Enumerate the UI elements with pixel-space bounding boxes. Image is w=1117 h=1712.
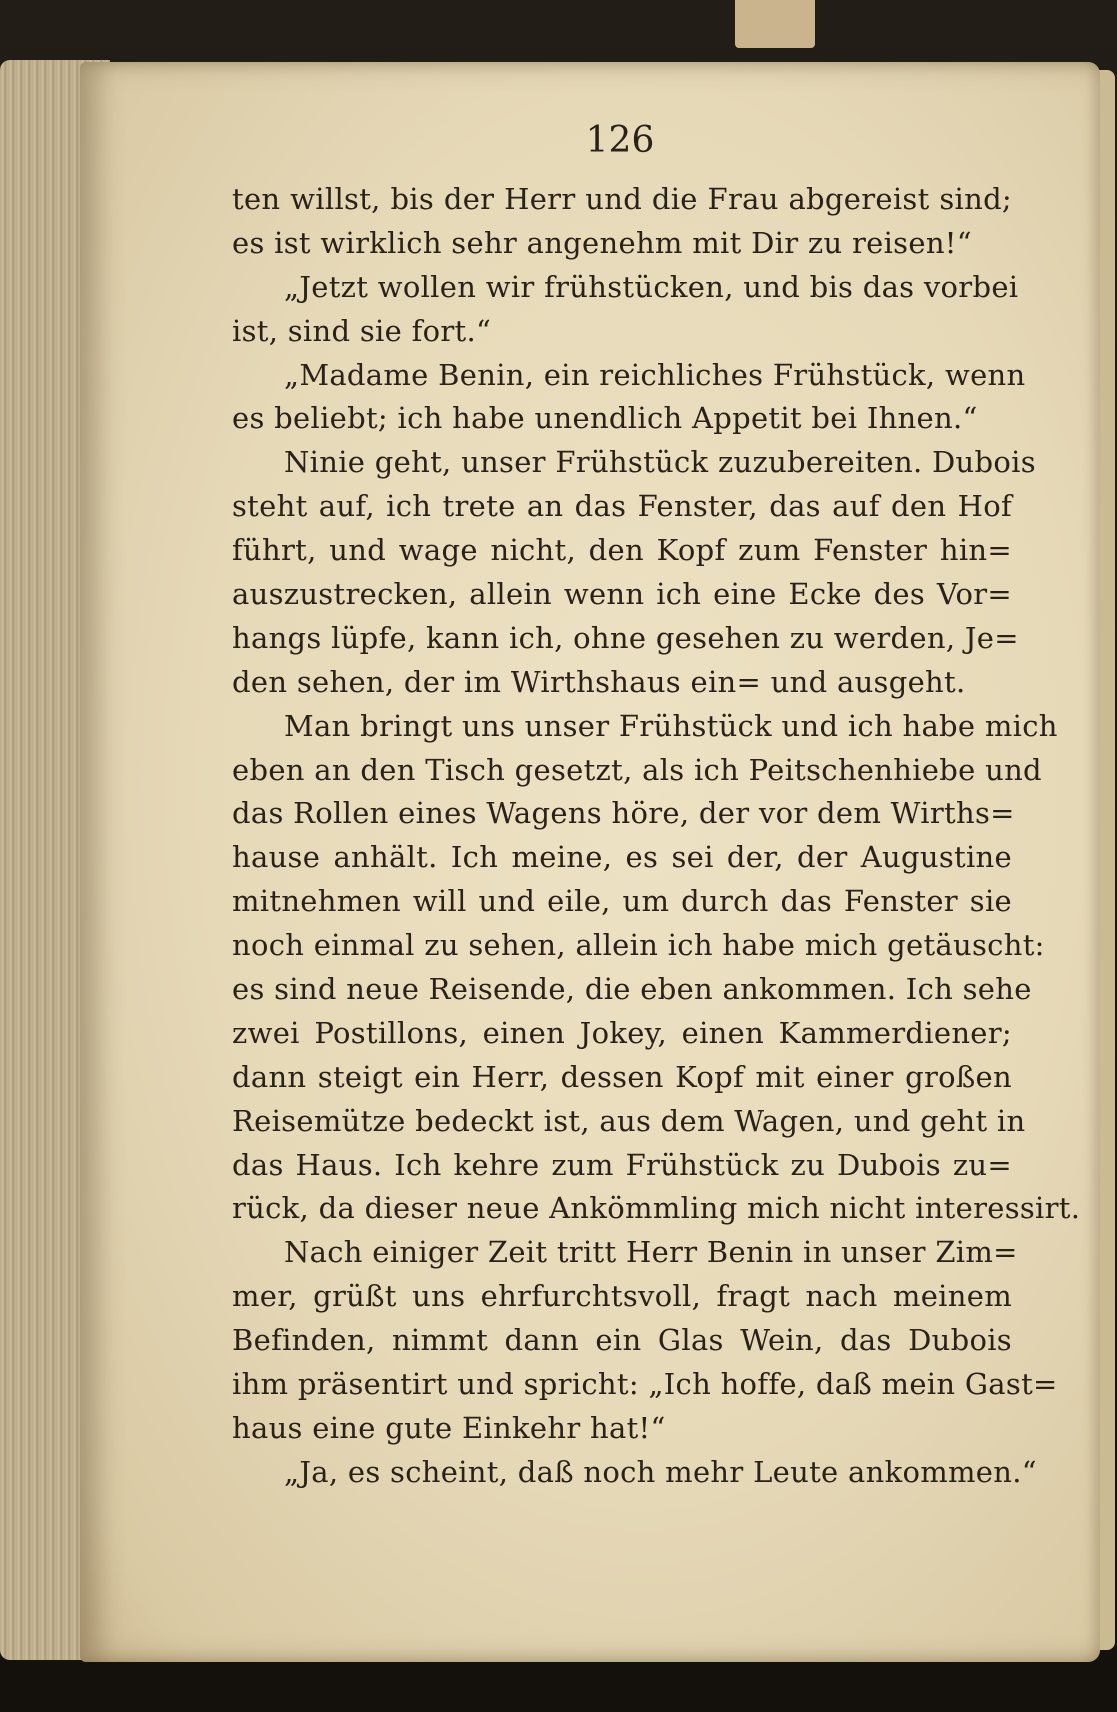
text-line: ten willst, bis der Herr und die Frau abgereist sind; (232, 182, 1012, 216)
text-line: ist, sind sie fort.“ (232, 313, 492, 348)
text-line: Man bringt uns unser Frühstück und ich habe mich (284, 708, 1058, 743)
text-line: Ninie geht, unser Frühstück zuzubereiten. Dubois (284, 445, 1036, 480)
text-line: hangs lüpfe, kann ich, ohne gesehen zu werden, Je= (232, 620, 1019, 655)
text-line: dann steigt ein Herr, dessen Kopf mit einer großen (232, 1059, 1012, 1094)
text-line: es ist wirklich sehr angenehm mit Dir zu reisen!“ (232, 225, 972, 260)
page-tab (735, 0, 815, 48)
text-line: Nach einiger Zeit tritt Herr Benin in unser Zim= (284, 1235, 1018, 1270)
text-line: ihm präsentirt und spricht: „Ich hoffe, daß mein Gast= (232, 1367, 1058, 1402)
page-number: 126 (585, 120, 655, 161)
text-line: das Haus. Ich kehre zum Frühstück zu Dubois zu= (232, 1147, 1012, 1182)
text-line: es beliebt; ich habe unendlich Appetit bei Ihnen.“ (232, 401, 978, 436)
text-line: „Ja, es scheint, daß noch mehr Leute ankommen.“ (284, 1454, 1037, 1489)
text-line: eben an den Tisch gesetzt, als ich Peitschenhiebe und (232, 752, 1042, 787)
text-line: das Rollen eines Wagens höre, der vor dem Wirths= (232, 796, 1015, 831)
text-line: den sehen, der im Wirthshaus ein= und ausgeht. (232, 664, 966, 699)
text-line: auszustrecken, allein wenn ich eine Ecke des Vor= (232, 577, 1012, 612)
text-line: „Jetzt wollen wir frühstücken, und bis das vorbei (284, 269, 1019, 304)
text-line: steht auf, ich trete an das Fenster, das auf den Hof (232, 489, 1012, 524)
text-line: führt, und wage nicht, den Kopf zum Fenster hin= (232, 533, 1012, 568)
text-line: zwei Postillons, einen Jokey, einen Kammerdiener; (232, 1015, 1012, 1050)
text-line: „Madame Benin, ein reichliches Frühstück, wenn (284, 357, 1026, 392)
text-line: mitnehmen will und eile, um durch das Fenster sie (232, 884, 1012, 919)
text-line: hause anhält. Ich meine, es sei der, der Augustine (232, 840, 1012, 875)
text-line: mer, grüßt uns ehrfurchtsvoll, fragt nach meinem (232, 1279, 1012, 1314)
page-text (232, 178, 1081, 1495)
text-line: Befinden, nimmt dann ein Glas Wein, das Dubois (232, 1323, 1012, 1358)
text-line: noch einmal zu sehen, allein ich habe mich getäuscht: (232, 928, 1045, 963)
text-line: Reisemütze bedeckt ist, aus dem Wagen, und geht in (232, 1103, 1026, 1138)
text-line: es sind neue Reisende, die eben ankommen. Ich sehe (232, 972, 1032, 1007)
text-line: rück, da dieser neue Ankömmling mich nicht interessirt. (232, 1191, 1081, 1226)
text-line: haus eine gute Einkehr hat!“ (232, 1410, 666, 1445)
